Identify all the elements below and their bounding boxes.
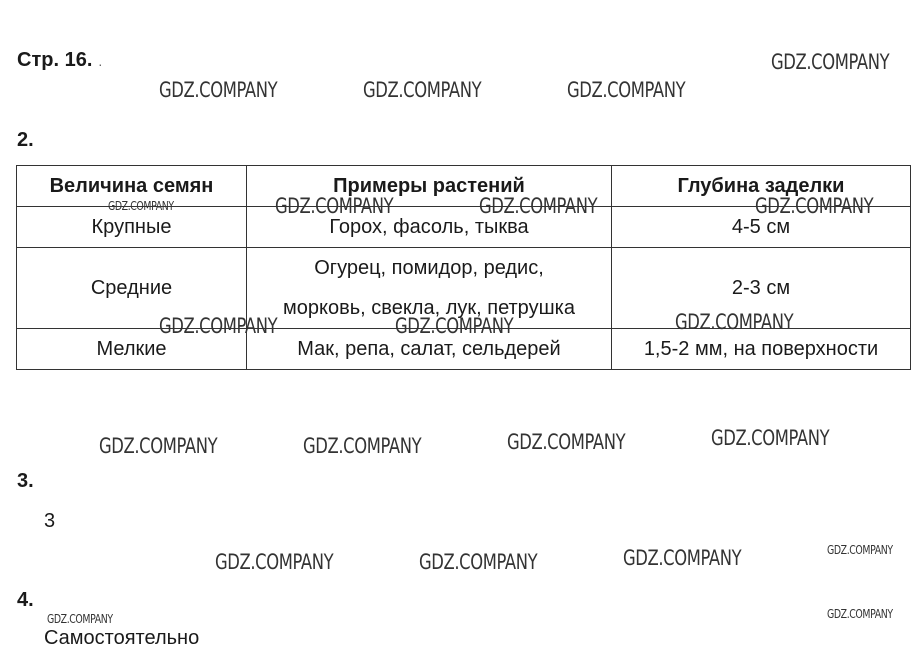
watermark: GDZ.COMPANY [419,550,538,574]
seed-depth-table [16,165,911,370]
watermark: GDZ.COMPANY [507,430,626,454]
cell-sowing-depth: 4-5 см [612,207,911,248]
section-number-4: 4. [17,589,34,611]
table-row [17,329,911,370]
cell-seed-size: Средние [17,248,247,329]
watermark: GDZ.COMPANY [827,543,893,557]
section-number-3: 3. [17,470,34,492]
watermark: GDZ.COMPANY [275,194,394,218]
watermark: GDZ.COMPANY [159,314,278,338]
cell-plant-examples [247,248,612,329]
watermark: GDZ.COMPANY [827,607,893,621]
watermark: GDZ.COMPANY [215,550,334,574]
table-header-row [17,166,911,207]
answer-3: 3 [44,510,56,532]
watermark: GDZ.COMPANY [675,310,794,334]
watermark: GDZ.COMPANY [395,314,514,338]
watermark: GDZ.COMPANY [755,194,874,218]
watermark: GDZ.COMPANY [303,434,422,458]
watermark: GDZ.COMPANY [47,612,113,626]
watermark: GDZ.COMPANY [99,434,218,458]
cell-seed-size: Мелкие [17,329,247,370]
header-seed-size: Величина семян [17,166,247,207]
header-plant-examples: Примеры растений [247,166,612,207]
watermark: GDZ.COMPANY [363,78,482,102]
watermark: GDZ.COMPANY [159,78,278,102]
cell-plant-examples: Мак, репа, салат, сельдерей [247,329,612,370]
watermark: GDZ.COMPANY [567,78,686,102]
cell-line: морковь, свекла, лук, петрушка [283,297,575,319]
header-sowing-depth: Глубина заделки [612,166,911,207]
watermark: GDZ.COMPANY [771,50,890,74]
watermark: GDZ.COMPANY [479,194,598,218]
cell-sowing-depth: 2-3 см [612,248,911,329]
watermark: GDZ.COMPANY [711,426,830,450]
table-row [17,207,911,248]
watermark: GDZ.COMPANY [623,546,742,570]
watermark: GDZ.COMPANY [108,199,174,213]
cell-line: Огурец, помидор, редис, [314,257,544,279]
title-mark: . [98,53,103,69]
section-number-2: 2. [17,129,34,151]
answer-4: Самостоятельно [44,627,200,649]
cell-seed-size: Крупные [17,207,247,248]
table-row [17,248,911,329]
cell-sowing-depth: 1,5-2 мм, на поверхности [612,329,911,370]
page-title: Стр. 16. . [17,49,103,71]
cell-plant-examples: Горох, фасоль, тыква [247,207,612,248]
